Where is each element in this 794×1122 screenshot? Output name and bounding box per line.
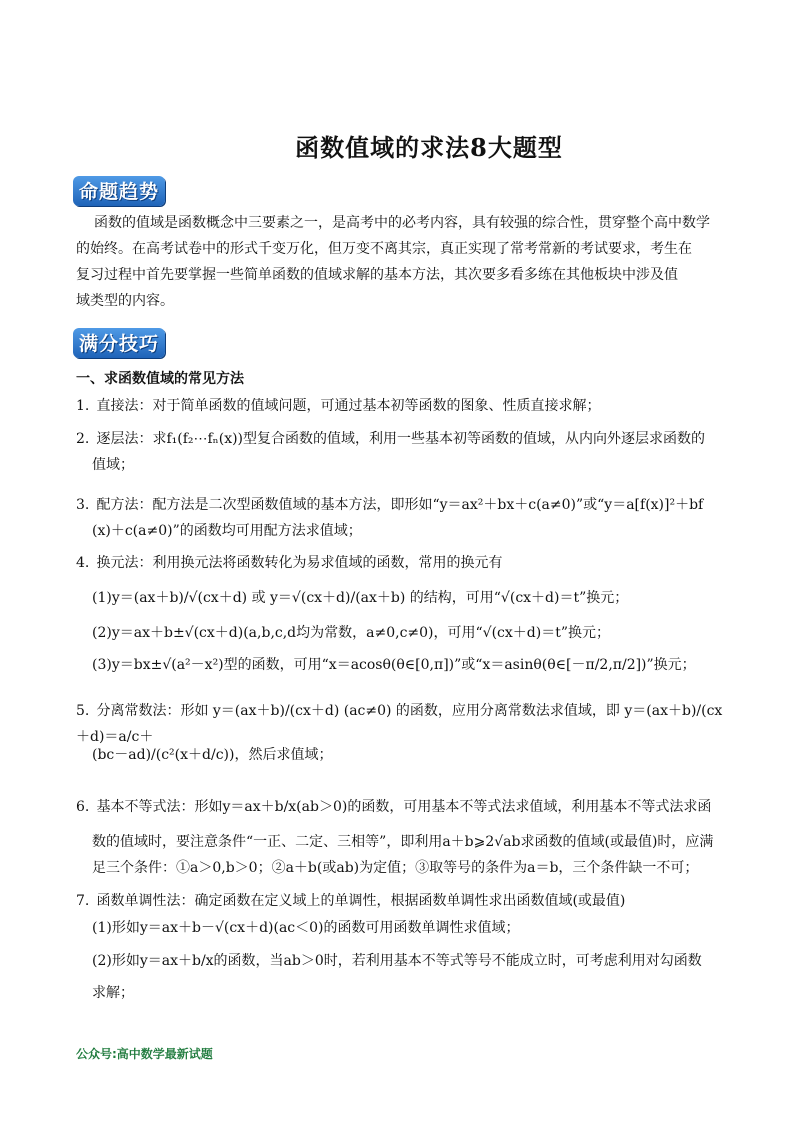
item-continuation: (x)＋c(a≠0)”的函数均可用配方法求值域；	[92, 523, 362, 539]
item-text: 函数单调性法：确定函数在定义域上的单调性，根据函数单调性求出函数值域(或最值)	[96, 893, 626, 909]
method-item-1	[76, 393, 726, 419]
item-text: 直接法：对于简单函数的值域问题，可通过基本初等函数的图象、性质直接求解；	[96, 398, 601, 414]
item-continuation: 数的值域时，要注意条件“一正、二定、三相等”，即利用a＋b⩾2√ab求函数的值域(或最值)时，应满	[92, 834, 714, 850]
item-number: 7.	[76, 893, 90, 909]
intro-paragraph	[76, 210, 726, 314]
item-number: 4.	[76, 555, 90, 571]
item-continuation: (bc－ad)/(c²(x＋d/c))，然后求值域；	[92, 747, 333, 763]
intro-line: 复习过程中首先要掌握一些简单函数的值域求解的基本方法，其次要多看多练在其他板块中涉及值	[76, 267, 678, 283]
method-item-6	[76, 794, 726, 820]
section-title: 一、求函数值域的常见方法	[76, 371, 244, 387]
item-continuation: 足三个条件：①a＞0,b＞0；②a＋b(或ab)为定值；③取等号的条件为a＝b，三个条件缺一不可；	[92, 860, 699, 876]
method-item-4	[76, 550, 726, 576]
item-text: 配方法：配方法是二次型函数值域的基本方法，即形如“y＝ax²＋bx＋c(a≠0)”或“y＝a[f(x)]²＋bf	[96, 497, 704, 513]
method-item-3	[76, 492, 726, 518]
item-number: 3.	[76, 497, 90, 513]
method-item-2	[76, 426, 726, 452]
substitution-case-2: (2)y＝ax＋b±√(cx＋d)(a,b,c,d均为常数，a≠0,c≠0)，可用“√(cx＋d)＝t”换元；	[92, 625, 610, 641]
monotonic-case-1: (1)形如y＝ax＋b－√(cx＋d)(ac＜0)的函数可用函数单调性求值域；	[92, 920, 520, 936]
item-number: 1.	[76, 398, 90, 414]
banner-trend: 命题趋势	[73, 176, 165, 206]
intro-line: 域类型的内容。	[76, 293, 174, 309]
method-item-7	[76, 888, 726, 914]
substitution-case-1: (1)y＝(ax＋b)/√(cx＋d) 或 y＝√(cx＋d)/(ax＋b) 的结构，可用“√(cx＋d)＝t”换元；	[92, 590, 629, 606]
item-text: 换元法：利用换元法将函数转化为易求值域的函数，常用的换元有	[96, 555, 503, 571]
intro-line: 函数的值域是函数概念中三要素之一，是高考中的必考内容，具有较强的综合性，贯穿整个高中数学	[94, 215, 710, 231]
item-text: 逐层法：求f₁(f₂⋯fₙ(x))型复合函数的值域，利用一些基本初等函数的值域，从内向外逐层求函数的	[96, 431, 706, 447]
substitution-case-3: (3)y＝bx±√(a²－x²)型的函数，可用“x＝acosθ(θ∈[0,π])”或“x＝asinθ(θ∈[－π/2,π/2])”换元；	[92, 657, 696, 673]
item-number: 5.	[76, 703, 90, 719]
item-number: 2.	[76, 431, 90, 447]
item-text: 分离常数法：形如 y＝(ax＋b)/(cx＋d) (ac≠0) 的函数，应用分离常数法求值域，即 y＝(ax＋b)/(cx＋d)＝a/c＋	[76, 703, 723, 745]
monotonic-case-2: (2)形如y＝ax＋b/x的函数，当ab＞0时，若利用基本不等式等号不能成立时，可考虑利用对勾函数	[92, 953, 702, 969]
item-text: 基本不等式法：形如y＝ax＋b/x(ab＞0)的函数，可用基本不等式法求值域，利用基本不等式法求函	[96, 799, 712, 815]
intro-line: 的始终。在高考试卷中的形式千变万化，但万变不离其宗，真正实现了常考常新的考试要求，考生在	[76, 241, 692, 257]
monotonic-case-2-continuation: 求解；	[92, 985, 134, 1001]
page-title: 函数值域的求法8大题型	[295, 133, 563, 162]
footer-wechat-account: 公众号:高中数学最新试题	[76, 1047, 213, 1061]
item-continuation: 值域；	[92, 457, 134, 473]
item-number: 6.	[76, 799, 90, 815]
banner-skills: 满分技巧	[73, 328, 165, 358]
